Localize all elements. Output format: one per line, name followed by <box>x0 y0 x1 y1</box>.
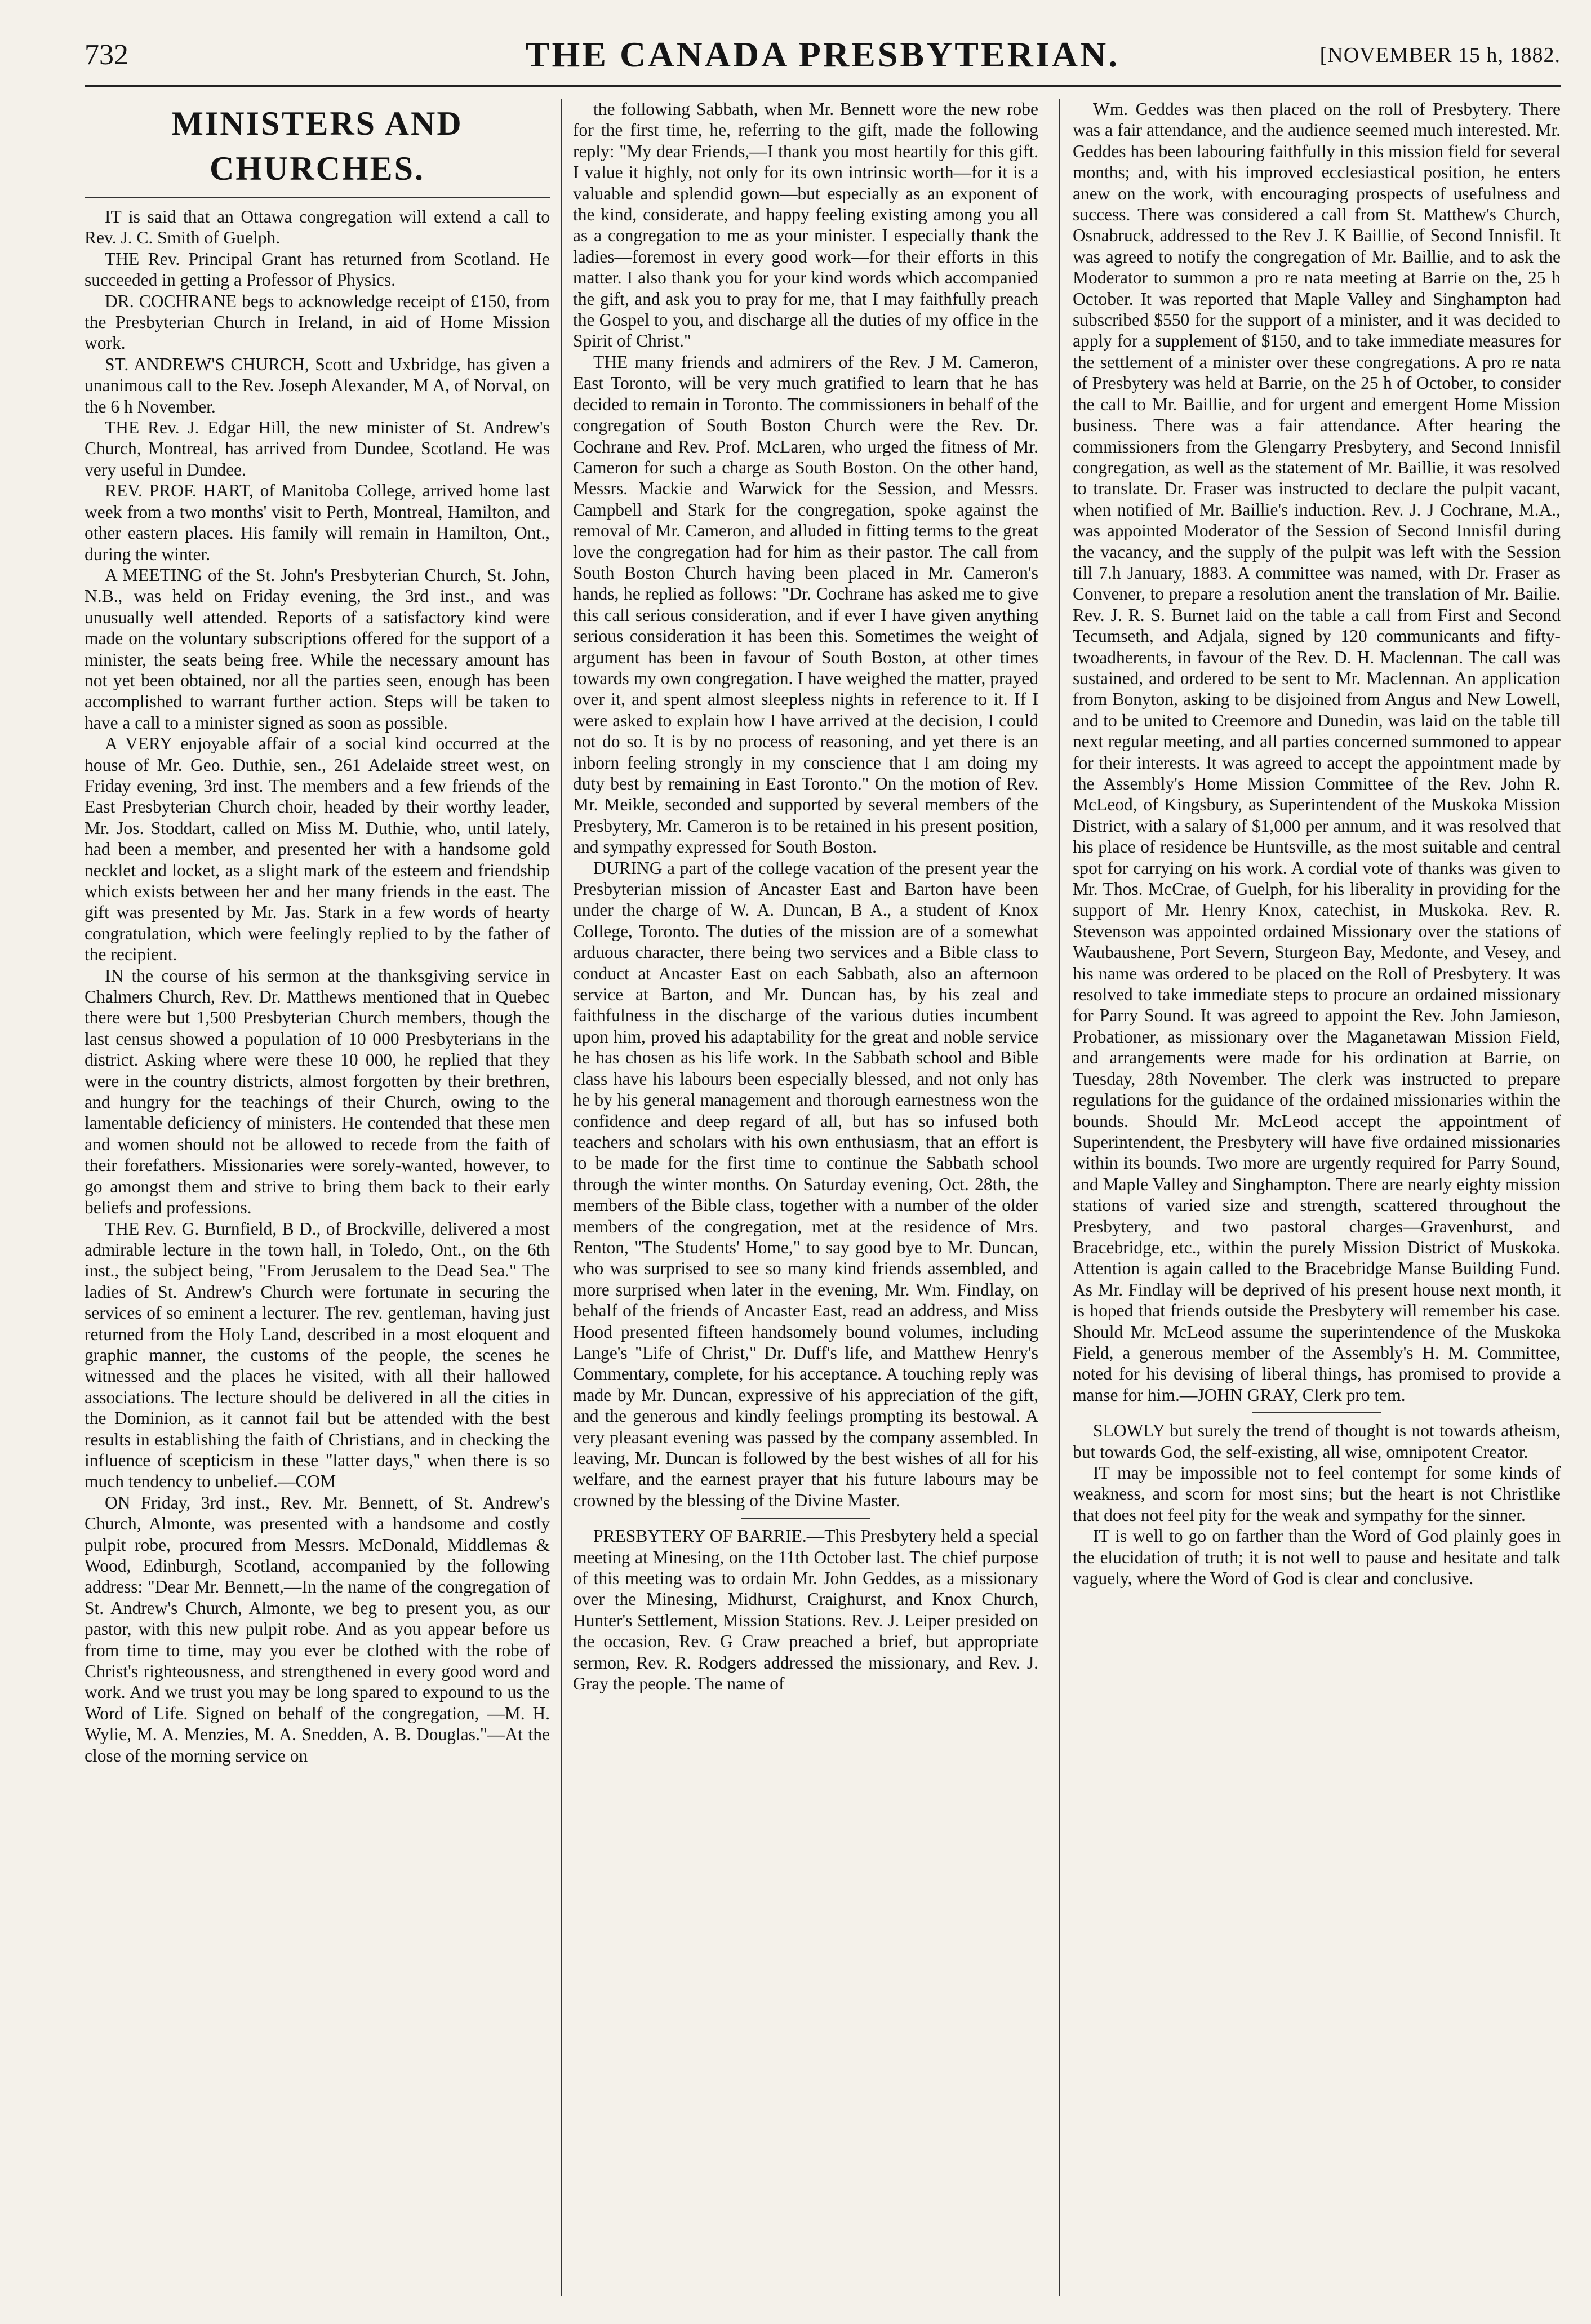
news-item-paragraph: IN the course of his sermon at the thanksgiving service in Chalmers Church, Rev. Dr. Matthews mentioned that in Quebec there were but 1,500 Presbyterian Church members, though the last census showed a population of 10 000 Presbyterians in the district. Asking where were these 10 000, he replied that they were in the country districts, almost forgotten by their brethren, and hungry for the teachings of their Church, owing to the lamentable deficiency of ministers. He contended that these men and women should not be allowed to recede from the faith of their forefathers. Missionaries were sorely-wanted, however, to go amongst them and strive to bring them back to their early beliefs and professions. <box>85 965 550 1218</box>
heading-rule <box>85 197 550 198</box>
news-item-paragraph: PRESBYTERY OF BARRIE.—This Presbytery held a special meeting at Minesing, on the 11th October last. The chief purpose of this meeting was to ordain Mr. John Geddes, as a missionary over the Minesing, Midhurst, Craighurst, and Knox Church, Hunter's Settlement, Mission Stations. Rev. J. Leiper presided on the occasion, Rev. G Craw preached a brief, but appropriate sermon, Rev. R. Rodgers addressed the missionary, and Rev. J. Gray the people. The name of <box>573 1526 1038 1694</box>
column-3 <box>1073 99 1561 2296</box>
news-item-paragraph: IT is said that an Ottawa congregation will extend a call to Rev. J. C. Smith of Guelph. <box>85 207 550 248</box>
column-2 <box>573 99 1038 2296</box>
news-item-paragraph: IT is well to go on farther than the Word of God plainly goes in the elucidation of truth; it is not well to pause and hesitate and talk vaguely, where the Word of God is clear and conclusive. <box>1073 1526 1561 1589</box>
item-separator-rule <box>1252 1412 1381 1413</box>
page-number: 732 <box>85 39 128 71</box>
masthead-rule <box>85 85 1561 87</box>
column-1 <box>85 99 550 2296</box>
news-item-paragraph: Wm. Geddes was then placed on the roll of Presbytery. There was a fair attendance, and the audience seemed much interested. Mr. Geddes has been labouring faithfully in this mission field for several months; and, with his improved ecclesiastical position, he enters anew on the work, with encouraging prospects of usefulness and success. There was considered a call from St. Matthew's Church, Osnabruck, addressed to the Rev J. K Baillie, of Second Innisfil. It was agreed to notify the congregation of Mr. Baillie, and to ask the Moderator to summon a pro re nata meeting at Barrie on the, 25 h October. It was reported that Maple Valley and Singhampton had subscribed $550 for the support of a minister, and it was decided to apply for a supplement of $150, and to take immediate measures for the settlement of a minister over these congregations. A pro re nata of Presbytery was held at Barrie, on the 25 h of October, to consider the call to Mr. Baillie, and for urgent and emergent Home Mission business. There was a fair attendance. After hearing the commissioners from the Glengarry Presbytery, and Second Innisfil congregation, as well as the statement of Mr. Baillie, it was resolved to translate. Dr. Fraser was instructed to declare the pulpit vacant, when notified of Mr. Baillie's induction. Rev. J. J Cochrane, M.A., was appointed Moderator of the Session of Second Innisfil during the vacancy, and the supply of the pulpit was left with the Session till 7.h January, 1883. A committee was named, with Dr. Fraser as Convener, to prepare a resolution anent the translation of Mr. Bailie. Rev. J. R. S. Burnet laid on the table a call from First and Second Tecumseth, and Adjala, signed by 120 communicants and fifty-twoadherents, in favour of the Rev. D. H. Maclennan. The call was sustained, and ordered to be sent to Mr. Maclennan. An application from Bonyton, asking to be disjoined from Angus and New Lowell, and to be united to Creemore and Dunedin, was laid on the table till next regular meeting, and all parties concerned summoned to appear for their interests. It was agreed to accept the appointment made by the Assembly's Home Mission Committee of the Rev. John R. McLeod, of Kingsbury, as Superintendent of the Muskoka Mission District, with a salary of $1,000 per annum, and it was resolved that his place of residence be Huntsville, as the most suitable and central spot for carrying on his work. A cordial vote of thanks was given to Mr. Thos. McCrae, of Guelph, for his liberality in providing for the support of Mr. Henry Knox, catechist, in Muskoka. Rev. R. Stevenson was appointed ordained Missionary over the stations of Waubaushene, Port Severn, Sturgeon Bay, Medonte, and Vesey, and his name was ordered to be placed on the Roll of Presbytery. It was resolved to take immediate steps to procure an ordained missionary for Parry Sound. It was agreed to appoint the Rev. John Jamieson, Probationer, as missionary over the Maganetawan Mission Field, and arrangements were made for his ordination at Barrie, on Tuesday, 28th November. The clerk was instructed to prepare regulations for the guidance of the ordained missionaries within the bounds. Should Mr. McLeod accept the appointment of Superintendent, the Presbytery will have five ordained missionaries within its bounds. Two more are urgently required for Parry Sound, and Maple Valley and Singhampton. There are nearly eighty mission stations of varied size and strength, scattered throughout the Presbytery, and two pastoral charges—Gravenhurst, and Bracebridge, etc., within the purely Mission District of Muskoka. Attention is again called to the Bracebridge Manse Building Fund. As Mr. Findlay will be deprived of his present house next month, it is hoped that friends outside the Presbytery will remember his case. Should Mr. McLeod assume the superintendence of the Muskoka Field, a generous member of the Assembly's H. M. Committee, noted for his devising of liberal things, has promised to provide a manse for him.—JOHN GRAY, Clerk pro tem. <box>1073 99 1561 1405</box>
section-heading: MINISTERS AND CHURCHES. <box>171 105 463 187</box>
news-item-paragraph: IT may be impossible not to feel contempt for some kinds of weakness, and scorn for most sins; but the heart is not Christlike that does not feel pity for the weak and sympathy for the sinner. <box>1073 1463 1561 1525</box>
news-item-paragraph: ON Friday, 3rd inst., Rev. Mr. Bennett, of St. Andrew's Church, Almonte, was presented with a handsome and costly pulpit robe, procured from Messrs. McDonald, Middlemas & Wood, Edinburgh, Scotland, accompanied by the following address: "Dear Mr. Bennett,—In the name of the congregation of St. Andrew's Church, Almonte, we beg to present you, as our pastor, with this new pulpit robe. And as you appear before us from time to time, may you ever be clothed with the robe of Christ's righteousness, and strengthened in every good word and work. And we trust you may be long spared to expound to us the Word of Life. Signed on behalf of the congregation, —M. H. Wylie, M. A. Menzies, M. A. Snedden, A. B. Douglas."—At the close of the morning service on <box>85 1492 550 1766</box>
news-item-paragraph: THE Rev. Principal Grant has returned from Scotland. He succeeded in getting a Professor of Physics. <box>85 249 550 290</box>
newspaper-title: THE CANADA PRESBYTERIAN. <box>525 34 1120 74</box>
news-item-paragraph: SLOWLY but surely the trend of thought is not towards atheism, but towards God, the self-existing, all wise, omnipotent Creator. <box>1073 1421 1561 1462</box>
item-separator-rule <box>741 1518 870 1519</box>
news-item-paragraph: the following Sabbath, when Mr. Bennett wore the new robe for the first time, he, referring to the gift, made the following reply: "My dear Friends,—I thank you most heartily for this gift. I value it highly, not only for its own intrinsic worth—for it is a valuable and splendid gown—but especially as an exponent of the kind, considerate, and happy feeling existing among you all as a congregation to me as your minister. I especially thank the ladies—foremost in every good work—for their efforts in this matter. I also thank you for your kind words which accompanied the gift, and ask you to pray for me, that I may faithfully preach the Gospel to you, and discharge all the duties of my office in the Spirit of Christ." <box>573 99 1038 351</box>
masthead <box>85 34 1561 73</box>
news-item-paragraph: THE Rev. G. Burnfield, B D., of Brockville, delivered a most admirable lecture in the town hall, in Toledo, Ont., on the 6th inst., the subject being, "From Jerusalem to the Dead Sea." The ladies of St. Andrew's Church were fortunate in securing the services of so eminent a lecturer. The rev. gentleman, having just returned from the Holy Land, described in a most eloquent and graphic manner, the customs of the people, the scenes he witnessed and the places he visited, with all their hallowed associations. The lecture should be delivered in all the cities in the Dominion, as it cannot fail but be attended with the best results in establishing the faith of Christians, and in checking the influence of scepticism in these "latter days," when there is so much tendency to unbelief.—COM <box>85 1218 550 1492</box>
news-item-paragraph: THE Rev. J. Edgar Hill, the new minister of St. Andrew's Church, Montreal, has arrived from Dundee, Scotland. He was very useful in Dundee. <box>85 418 550 480</box>
news-item-paragraph: ST. ANDREW'S CHURCH, Scott and Uxbridge, has given a unanimous call to the Rev. Joseph Alexander, M A, of Norval, on the 6 h November. <box>85 354 550 416</box>
news-item-paragraph: THE many friends and admirers of the Rev. J M. Cameron, East Toronto, will be very much gratified to learn that he has decided to remain in Toronto. The commissioners in behalf of the congregation of South Boston Church were the Rev. Dr. Cochrane and Rev. Prof. McLaren, who urged the fitness of Mr. Cameron for such a charge as South Boston. On the other hand, Messrs. Mackie and Warwick for the Session, and Messrs. Campbell and Stark for the congregation, spoke against the removal of Mr. Cameron, and alluded in fitting terms to the great love the congregation had for him as their pastor. The call from South Boston Church having been placed in Mr. Cameron's hands, he replied as follows: "Dr. Cochrane has asked me to give this call serious consideration, and if ever I have given anything serious consideration it has been this. Sometimes the weight of argument has been in favour of South Boston, at other times towards my own congregation. I have weighed the matter, prayed over it, and spent almost sleepless nights in reference to it. If I were asked to explain how I have arrived at the decision, I could not do so. It is by no process of reasoning, and yet there is an inborn feeling strongly in my conscience that I am doing my duty best by remaining in East Toronto." On the motion of Rev. Mr. Meikle, seconded and supported by several members of the Presbytery, Mr. Cameron is to be retained in his present position, and sympathy expressed for South Boston. <box>573 352 1038 857</box>
news-item-paragraph: DR. COCHRANE begs to acknowledge receipt of £150, from the Presbyterian Church in Ireland, in aid of Home Mission work. <box>85 291 550 353</box>
issue-date: [NOVEMBER 15 h, 1882. <box>1319 43 1561 67</box>
column-divider <box>1059 99 1060 2296</box>
news-item-paragraph: REV. PROF. HART, of Manitoba College, arrived home last week from a two months' visit to Perth, Montreal, Hamilton, and other eastern places. His family will remain in Hamilton, Ont., during the winter. <box>85 481 550 564</box>
news-item-paragraph: A VERY enjoyable affair of a social kind occurred at the house of Mr. Geo. Duthie, sen., 261 Adelaide street west, on Friday evening, 3rd inst. The members and a few friends of the East Presbyterian Church choir, headed by their worthy leader, Mr. Jos. Stoddart, called on Miss M. Duthie, who, until lately, had been a member, and presented her with a handsome gold necklet and locket, as a slight mark of the esteem and friendship which exists between her and her many friends in the east. The gift was presented by Mr. Jas. Stark in a few words of hearty congratulation, which were feelingly replied to by the father of the recipient. <box>85 734 550 965</box>
column-divider <box>561 99 562 2296</box>
news-item-paragraph: DURING a part of the college vacation of the present year the Presbyterian mission of Ancaster East and Barton have been under the charge of W. A. Duncan, B A., a student of Knox College, Toronto. The duties of the mission are of a somewhat arduous character, there being two services and a Bible class to conduct at Ancaster East on each Sabbath, also an afternoon service at Barton, and Mr. Duncan has, by his zeal and faithfulness in the discharge of the various duties incumbent upon him, proved his adaptability for the great and noble service he has chosen as his life work. In the Sabbath school and Bible class have his labours been especially blessed, and not only has he by his general management and thorough earnestness won the confidence and deep regard of all, but has so infused both teachers and scholars with his own enthusiasm, that an effort is to be made for the first time to continue the Sabbath school through the winter months. On Saturday evening, Oct. 28th, the members of the Bible class, together with a number of the older members of the congregation, met at the residence of Mrs. Renton, "The Students' Home," to say good bye to Mr. Duncan, who was surprised to see so many kind friends assembled, and more surprised when later in the evening, Mr. Wm. Findlay, on behalf of the friends of Ancaster East, read an address, and Miss Hood presented fifteen handsomely bound volumes, including Lange's "Life of Christ," Dr. Duff's life, and Matthew Henry's Commentary, complete, for his acceptance. A touching reply was made by Mr. Duncan, expressive of his appreciation of the gift, and the generous and kindly feelings prompting its bestowal. A very pleasant evening was passed by the company assembled. In leaving, Mr. Duncan is followed by the best wishes of all for his welfare, and the earnest prayer that his future labours may be crowned by the blessing of the Divine Master. <box>573 858 1038 1510</box>
news-item-paragraph: A MEETING of the St. John's Presbyterian Church, St. John, N.B., was held on Friday evening, the 3rd inst., and was unusually well attended. Reports of a satisfactory kind were made on the voluntary subscriptions offered for the support of a minister, the seats being free. While the necessary amount has not yet been obtained, nor all the parties seen, enough has been accomplished to warrant further action. Steps will be taken to have a call to a minister signed as soon as possible. <box>85 565 550 733</box>
